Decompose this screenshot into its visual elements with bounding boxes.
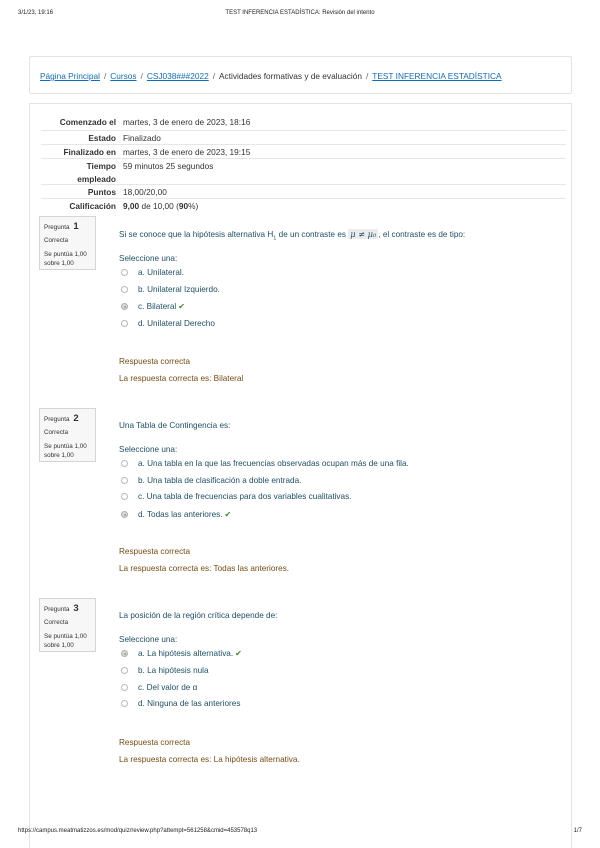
question-label: Pregunta	[44, 416, 70, 423]
check-icon: ✔	[178, 302, 185, 311]
question-1-subscript: 1	[273, 235, 277, 242]
grade-line-1: Se puntúa 1,00	[44, 443, 87, 450]
question-1-feedback: Respuesta correcta	[119, 357, 190, 366]
question-3-state: Correcta	[44, 619, 69, 626]
grade-value	[123, 201, 198, 211]
question-2-feedback: Respuesta correcta	[119, 547, 190, 556]
question-3-grade	[44, 632, 91, 650]
radio-button[interactable]	[121, 667, 128, 674]
question-2-state: Correcta	[44, 429, 69, 436]
grade-label: Calificación	[69, 201, 116, 211]
radio-button[interactable]	[121, 684, 128, 691]
radio-button[interactable]	[121, 477, 128, 484]
print-page-count: 1/7	[573, 828, 582, 834]
question-1-text-part: Si se conoce que la hipótesis alternativa H	[119, 230, 274, 239]
breadcrumb-home[interactable]: Página Principal	[40, 71, 100, 81]
question-2-prompt: Seleccione una:	[119, 445, 178, 454]
grade-line-1: Se puntúa 1,00	[44, 633, 87, 640]
grade-line-2: sobre 1,00	[44, 452, 74, 459]
option-label: a. Una tabla en la que las frecuencias observadas ocupan más de una fila.	[138, 459, 409, 468]
question-2-number	[44, 413, 91, 424]
question-1-option-c[interactable]	[121, 302, 185, 311]
summary-row-points	[41, 184, 566, 198]
question-number: 2	[73, 413, 79, 424]
grade-line-1: Se puntúa 1,00	[44, 251, 87, 258]
breadcrumb-separator: /	[140, 71, 143, 81]
question-number: 1	[73, 221, 79, 232]
time-value: 59 minutos 25 segundos	[123, 161, 214, 171]
question-1-option-b[interactable]	[121, 285, 220, 294]
question-2-info	[39, 408, 96, 462]
print-title: TEST INFERENCIA ESTADÍSTICA: Revisión del intento	[225, 10, 375, 16]
finished-value: martes, 3 de enero de 2023, 19:15	[123, 147, 251, 157]
option-label: d. Ninguna de las anteriores	[138, 699, 241, 708]
question-3-text: La posición de la región crítica depende de:	[119, 611, 278, 620]
question-1-math: μ ≠ μ₀	[350, 229, 377, 239]
question-1-prompt: Seleccione una:	[119, 254, 178, 263]
question-3-option-a[interactable]	[121, 649, 242, 658]
question-3-prompt: Seleccione una:	[119, 635, 178, 644]
question-2-text: Una Tabla de Contingencia es:	[119, 421, 231, 430]
question-1-option-d[interactable]	[121, 319, 215, 328]
option-label: a. La hipótesis alternativa.	[138, 649, 234, 658]
question-label: Pregunta	[44, 224, 70, 231]
grade-line-2: sobre 1,00	[44, 260, 74, 267]
finished-label: Finalizado en	[63, 147, 116, 157]
grade-line-2: sobre 1,00	[44, 642, 74, 649]
breadcrumb-separator: /	[103, 71, 107, 81]
option-label: c. Una tabla de frecuencias para dos variables cualitativas.	[138, 492, 352, 501]
question-label: Pregunta	[44, 606, 70, 613]
grade-value-percent: 90	[178, 201, 189, 211]
summary-row-grade	[41, 198, 566, 212]
print-header	[18, 10, 582, 20]
question-3-right-answer: La respuesta correcta es: La hipótesis alternativa.	[119, 755, 300, 764]
started-value: martes, 3 de enero de 2023, 18:16	[123, 117, 251, 127]
question-1-number	[44, 221, 91, 232]
question-2-option-a[interactable]	[121, 459, 409, 468]
breadcrumb-quiz[interactable]: TEST INFERENCIA ESTADÍSTICA	[372, 71, 502, 81]
state-label: Estado	[88, 133, 116, 143]
option-label: b. La hipótesis nula	[138, 666, 209, 675]
option-label: d. Unilateral Derecho	[138, 319, 215, 328]
question-3-info	[39, 598, 96, 652]
time-label	[41, 160, 116, 186]
option-label: d. Todas las anteriores.	[138, 510, 223, 519]
breadcrumb	[40, 71, 502, 81]
question-2-right-answer: La respuesta correcta es: Todas las anteriores.	[119, 564, 290, 573]
summary-row-finished	[41, 144, 566, 158]
grade-value-mid: de 10,00 (	[141, 201, 179, 211]
time-label-line2: empleado	[77, 174, 116, 184]
check-icon: ✔	[224, 510, 232, 519]
question-1-info	[39, 216, 96, 270]
question-2-grade	[44, 442, 91, 460]
option-label: c. Del valor de α	[138, 683, 198, 692]
question-1-state: Correcta	[44, 237, 69, 244]
question-1-option-a[interactable]	[121, 268, 184, 277]
radio-button-selected[interactable]	[121, 511, 128, 518]
question-3-option-b[interactable]	[121, 666, 209, 675]
radio-button[interactable]	[121, 320, 128, 327]
state-value: Finalizado	[123, 133, 161, 143]
question-2-option-b[interactable]	[121, 476, 301, 485]
attempt-summary-table	[41, 115, 566, 212]
option-label: c. Bilateral	[138, 302, 177, 311]
question-1-grade	[44, 250, 91, 268]
question-number: 3	[73, 603, 79, 614]
radio-button-selected[interactable]	[121, 650, 128, 657]
radio-button[interactable]	[121, 493, 128, 500]
started-label: Comenzado el	[59, 117, 116, 127]
option-label: b. Una tabla de clasificación a doble entrada.	[138, 476, 302, 485]
question-3-number	[44, 603, 91, 614]
question-3-feedback: Respuesta correcta	[119, 738, 190, 747]
points-label: Puntos	[87, 187, 116, 197]
breadcrumb-separator: /	[365, 71, 369, 81]
points-value: 18,00/20,00	[123, 187, 167, 197]
radio-button[interactable]	[121, 286, 128, 293]
option-label: b. Unilateral Izquierdo.	[138, 285, 220, 294]
question-1-text-part: , el contraste es de tipo:	[378, 230, 466, 239]
question-1-right-answer: La respuesta correcta es: Bilateral	[119, 374, 244, 383]
breadcrumb-courses[interactable]: Cursos	[110, 71, 137, 81]
summary-row-state	[41, 130, 566, 144]
option-label: a. Unilateral.	[138, 268, 184, 277]
breadcrumb-course[interactable]: CSJ038###2022	[146, 71, 209, 81]
grade-value-score: 9,00	[123, 201, 140, 211]
question-3-option-c[interactable]	[121, 683, 197, 692]
time-label-line1: Tiempo	[86, 161, 116, 171]
breadcrumb-separator: /	[212, 71, 216, 81]
print-datetime: 3/1/23, 19:16	[18, 10, 54, 16]
question-2-option-c[interactable]	[121, 492, 351, 501]
check-icon: ✔	[235, 649, 242, 658]
breadcrumb-section: Actividades formativas y de evaluación	[219, 71, 362, 81]
summary-row-started	[41, 115, 566, 130]
radio-button[interactable]	[121, 269, 128, 276]
question-2-option-d[interactable]	[121, 510, 231, 519]
question-1-text-part: de un contraste es	[276, 230, 349, 239]
radio-button[interactable]	[121, 460, 128, 467]
print-url: https://campus.meatmatizzos.es/mod/quiz/review.php?attempt=561258&cmid=453578q13	[18, 828, 258, 834]
question-3-option-d[interactable]	[121, 699, 240, 708]
breadcrumb-container	[29, 56, 572, 94]
question-1-text	[119, 229, 465, 242]
grade-value-end: %)	[188, 201, 199, 211]
radio-button[interactable]	[121, 700, 128, 707]
radio-button-selected[interactable]	[121, 303, 128, 310]
print-footer	[18, 828, 582, 838]
summary-row-time	[41, 158, 566, 184]
